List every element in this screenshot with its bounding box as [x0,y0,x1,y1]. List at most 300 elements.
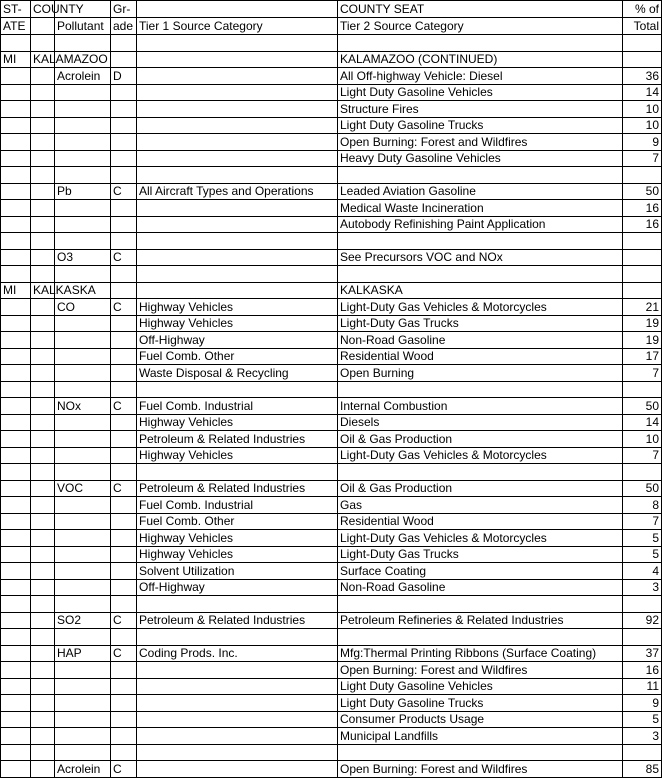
pollutant-cell [55,348,111,365]
tier2-cell: Municipal Landfills [338,728,623,745]
county-cell [31,68,55,85]
county-cell [31,332,55,349]
table-row [1,530,662,547]
percent-cell: 92 [623,612,662,629]
table-row [1,612,662,629]
table-row [1,101,662,118]
state-cell [1,480,31,497]
pollutant-cell [55,134,111,151]
pollutant-cell [55,233,111,250]
county-cell [31,348,55,365]
tier2-cell: Non-Road Gasoline [338,579,623,596]
percent-cell [623,167,662,184]
tier2-cell: COUNTY SEAT [338,1,623,18]
state-cell [1,612,31,629]
table-row [1,365,662,382]
tier1-cell [137,728,338,745]
county-cell [31,447,55,464]
percent-cell: 16 [623,200,662,217]
grade-cell [111,150,137,167]
tier2-cell: Structure Fires [338,101,623,118]
grade-cell [111,35,137,52]
tier1-cell [137,711,338,728]
grade-cell: C [111,480,137,497]
grade-cell [111,513,137,530]
table-row [1,711,662,728]
header-row [1,1,662,18]
percent-cell: 19 [623,315,662,332]
grade-cell [111,629,137,646]
percent-cell: 17 [623,348,662,365]
county-cell [31,662,55,679]
county-cell [31,150,55,167]
grade-cell [111,365,137,382]
state-cell [1,150,31,167]
tier1-cell: Coding Prods. Inc. [137,645,338,662]
tier1-cell [137,629,338,646]
table-row [1,662,662,679]
tier2-cell: Petroleum Refineries & Related Industries [338,612,623,629]
table-row [1,744,662,761]
tier2-cell: Residential Wood [338,513,623,530]
state-cell [1,546,31,563]
pollutant-cell: Pollutant [55,18,111,35]
tier2-cell: Light-Duty Gas Vehicles & Motorcycles [338,299,623,316]
pollutant-cell [55,744,111,761]
tier1-cell [137,695,338,712]
percent-cell [623,233,662,250]
percent-cell [623,596,662,613]
grade-cell [111,464,137,481]
state-cell [1,497,31,514]
table-row [1,134,662,151]
pollutant-cell [55,200,111,217]
state-cell: ST- [1,1,31,18]
percent-cell: 50 [623,398,662,415]
table-row [1,35,662,52]
tier1-cell [137,744,338,761]
grade-cell: C [111,299,137,316]
percent-cell [623,51,662,68]
county-cell [31,216,55,233]
table-row [1,150,662,167]
pollutant-cell [55,101,111,118]
tier2-cell: Mfg:Thermal Printing Ribbons (Surface Coating) [338,645,623,662]
pollutant-cell [55,447,111,464]
tier2-cell: Residential Wood [338,348,623,365]
percent-cell: 16 [623,216,662,233]
percent-cell: 7 [623,150,662,167]
grade-cell [111,200,137,217]
county-cell [31,233,55,250]
pollutant-cell [55,150,111,167]
tier1-cell: Fuel Comb. Industrial [137,497,338,514]
percent-cell [623,282,662,299]
county-cell [31,398,55,415]
tier1-cell: Off-Highway [137,332,338,349]
grade-cell: C [111,645,137,662]
state-cell [1,645,31,662]
tier2-cell: KALAMAZOO (CONTINUED) [338,51,623,68]
pollutant-cell: Pb [55,183,111,200]
grade-cell: C [111,249,137,266]
grade-cell [111,134,137,151]
tier2-cell: Light-Duty Gas Vehicles & Motorcycles [338,530,623,547]
grade-cell [111,579,137,596]
grade-cell [111,744,137,761]
state-cell [1,431,31,448]
county-cell [31,84,55,101]
grade-cell [111,101,137,118]
pollutant-cell [55,117,111,134]
county-cell [31,183,55,200]
tier1-cell: Fuel Comb. Other [137,513,338,530]
percent-cell [623,35,662,52]
tier1-cell [137,282,338,299]
table-row [1,233,662,250]
percent-cell [623,464,662,481]
grade-cell: C [111,183,137,200]
state-cell [1,695,31,712]
state-cell [1,183,31,200]
percent-cell: 11 [623,678,662,695]
grade-cell [111,117,137,134]
county-cell [31,596,55,613]
percent-cell: 10 [623,117,662,134]
table-row [1,200,662,217]
county-cell [31,431,55,448]
tier2-cell: See Precursors VOC and NOx [338,249,623,266]
grade-cell [111,662,137,679]
pollutant-cell [55,711,111,728]
grade-cell: C [111,398,137,415]
header-row [1,18,662,35]
state-cell [1,315,31,332]
tier2-cell: Leaded Aviation Gasoline [338,183,623,200]
tier1-cell [137,35,338,52]
tier1-cell [137,150,338,167]
table-row [1,728,662,745]
tier2-cell: Light Duty Gasoline Vehicles [338,84,623,101]
tier1-cell: Petroleum & Related Industries [137,431,338,448]
state-cell [1,117,31,134]
state-cell [1,68,31,85]
tier1-cell [137,134,338,151]
tier2-cell: Diesels [338,414,623,431]
pollutant-cell [55,678,111,695]
state-cell [1,629,31,646]
percent-cell: 19 [623,332,662,349]
state-cell [1,398,31,415]
grade-cell: D [111,68,137,85]
county-cell [31,761,55,778]
county-cell [31,18,55,35]
percent-cell: 3 [623,579,662,596]
table-row [1,761,662,778]
grade-cell [111,711,137,728]
tier2-cell: KALKASKA [338,282,623,299]
tier2-cell [338,629,623,646]
tier2-cell: Light-Duty Gas Vehicles & Motorcycles [338,447,623,464]
tier2-cell: Autobody Refinishing Paint Application [338,216,623,233]
pollutant-cell [55,464,111,481]
grade-cell: C [111,612,137,629]
tier2-cell [338,233,623,250]
grade-cell [111,332,137,349]
percent-cell: 5 [623,546,662,563]
percent-cell: 5 [623,711,662,728]
pollutant-cell [55,513,111,530]
grade-cell [111,348,137,365]
percent-cell [623,381,662,398]
percent-cell [623,266,662,283]
county-cell [31,200,55,217]
pollutant-cell [55,431,111,448]
pollutant-cell [55,216,111,233]
percent-cell: 7 [623,365,662,382]
table-row [1,332,662,349]
pollutant-cell: VOC [55,480,111,497]
table-row [1,579,662,596]
county-cell [31,299,55,316]
county-cell [31,464,55,481]
table-row [1,381,662,398]
county-cell [31,629,55,646]
state-cell [1,167,31,184]
state-cell [1,761,31,778]
state-cell [1,266,31,283]
table-row [1,596,662,613]
tier2-cell [338,596,623,613]
state-cell [1,84,31,101]
pollutant-cell [55,497,111,514]
county-cell: COUNTY [31,1,55,18]
percent-cell: 21 [623,299,662,316]
county-cell [31,744,55,761]
tier2-cell: Open Burning: Forest and Wildfires [338,134,623,151]
state-cell [1,662,31,679]
tier2-cell [338,744,623,761]
state-cell [1,513,31,530]
state-cell: MI [1,282,31,299]
tier2-cell: Internal Combustion [338,398,623,415]
pollutant-cell [55,563,111,580]
percent-cell: 9 [623,134,662,151]
grade-cell [111,546,137,563]
pollutant-cell [55,167,111,184]
state-cell [1,35,31,52]
pollutant-cell [55,530,111,547]
percent-cell: 14 [623,84,662,101]
tier1-cell: Solvent Utilization [137,563,338,580]
state-cell [1,233,31,250]
pollutant-cell [55,381,111,398]
state-cell [1,134,31,151]
county-cell [31,315,55,332]
tier1-cell [137,761,338,778]
table-row [1,695,662,712]
state-cell [1,249,31,266]
tier1-cell: Highway Vehicles [137,546,338,563]
tier1-cell [137,678,338,695]
table-body [1,1,662,778]
state-cell [1,216,31,233]
pollutant-cell: HAP [55,645,111,662]
percent-cell: 50 [623,480,662,497]
tier1-cell: All Aircraft Types and Operations [137,183,338,200]
tier1-cell: Highway Vehicles [137,414,338,431]
percent-cell: 7 [623,447,662,464]
table-row [1,431,662,448]
tier2-cell: Non-Road Gasoline [338,332,623,349]
table-row [1,117,662,134]
tier1-cell [137,117,338,134]
tier2-cell: Tier 2 Source Category [338,18,623,35]
tier2-cell: Open Burning: Forest and Wildfires [338,761,623,778]
grade-cell [111,84,137,101]
county-cell [31,530,55,547]
pollutant-cell: CO [55,299,111,316]
county-cell [31,695,55,712]
table-row [1,299,662,316]
percent-cell: 3 [623,728,662,745]
percent-cell [623,629,662,646]
tier1-cell: Highway Vehicles [137,299,338,316]
percent-cell: 9 [623,695,662,712]
grade-cell [111,266,137,283]
pollutant-cell [55,579,111,596]
pollutant-cell: Acrolein [55,761,111,778]
percent-cell: 10 [623,101,662,118]
table-row [1,216,662,233]
table-row [1,414,662,431]
state-cell [1,678,31,695]
state-cell [1,728,31,745]
tier2-cell: Gas [338,497,623,514]
county-cell [31,728,55,745]
percent-cell: 50 [623,183,662,200]
tier2-cell: Open Burning [338,365,623,382]
tier2-cell: Heavy Duty Gasoline Vehicles [338,150,623,167]
percent-cell: Total [623,18,662,35]
county-cell [31,711,55,728]
pollutant-cell [55,596,111,613]
pollutant-cell [55,35,111,52]
state-cell [1,530,31,547]
tier2-cell: Oil & Gas Production [338,431,623,448]
percent-cell: 37 [623,645,662,662]
tier1-cell: Fuel Comb. Industrial [137,398,338,415]
tier1-cell: Highway Vehicles [137,315,338,332]
tier1-cell: Off-Highway [137,579,338,596]
tier1-cell [137,662,338,679]
state-cell [1,579,31,596]
county-cell [31,266,55,283]
county-cell [31,678,55,695]
tier1-cell: Tier 1 Source Category [137,18,338,35]
grade-cell [111,596,137,613]
percent-cell: 10 [623,431,662,448]
grade-cell [111,315,137,332]
tier1-cell [137,101,338,118]
pollutant-cell [55,546,111,563]
tier2-cell [338,35,623,52]
tier2-cell: Light Duty Gasoline Vehicles [338,678,623,695]
county-cell [31,563,55,580]
table-row [1,348,662,365]
county-cell [31,645,55,662]
tier1-cell [137,249,338,266]
grade-cell [111,678,137,695]
county-cell [31,134,55,151]
table-row [1,84,662,101]
pollutant-cell [55,84,111,101]
tier2-cell: Light Duty Gasoline Trucks [338,695,623,712]
table-row [1,282,662,299]
tier1-cell [137,51,338,68]
grade-cell [111,728,137,745]
state-cell [1,711,31,728]
county-cell: KALKASKA [31,282,55,299]
tier2-cell: Light-Duty Gas Trucks [338,315,623,332]
county-cell [31,414,55,431]
grade-cell [111,530,137,547]
tier2-cell: Light Duty Gasoline Trucks [338,117,623,134]
tier1-cell: Fuel Comb. Other [137,348,338,365]
grade-cell [111,51,137,68]
state-cell [1,563,31,580]
county-cell [31,101,55,118]
state-cell [1,299,31,316]
tier2-cell: Light-Duty Gas Trucks [338,546,623,563]
tier2-cell [338,266,623,283]
grade-cell [111,563,137,580]
state-cell [1,200,31,217]
tier2-cell: Consumer Products Usage [338,711,623,728]
state-cell [1,414,31,431]
grade-cell [111,282,137,299]
percent-cell: 14 [623,414,662,431]
grade-cell [111,233,137,250]
percent-cell: 36 [623,68,662,85]
tier1-cell: Petroleum & Related Industries [137,480,338,497]
table-row [1,183,662,200]
tier2-cell: Medical Waste Incineration [338,200,623,217]
tier1-cell: Highway Vehicles [137,530,338,547]
state-cell [1,348,31,365]
table-row [1,678,662,695]
pollutant-cell: O3 [55,249,111,266]
grade-cell: C [111,761,137,778]
tier2-cell [338,381,623,398]
tier2-cell: Surface Coating [338,563,623,580]
tier1-cell [137,233,338,250]
table-row [1,513,662,530]
tier2-cell: Oil & Gas Production [338,480,623,497]
table-row [1,315,662,332]
tier1-cell [137,167,338,184]
tier1-cell [137,84,338,101]
table-row [1,629,662,646]
state-cell [1,464,31,481]
table-row [1,398,662,415]
pollutant-cell: SO2 [55,612,111,629]
county-cell: KALAMAZOO [31,51,55,68]
percent-cell [623,744,662,761]
state-cell [1,744,31,761]
tier1-cell [137,200,338,217]
pollutant-cell [55,695,111,712]
